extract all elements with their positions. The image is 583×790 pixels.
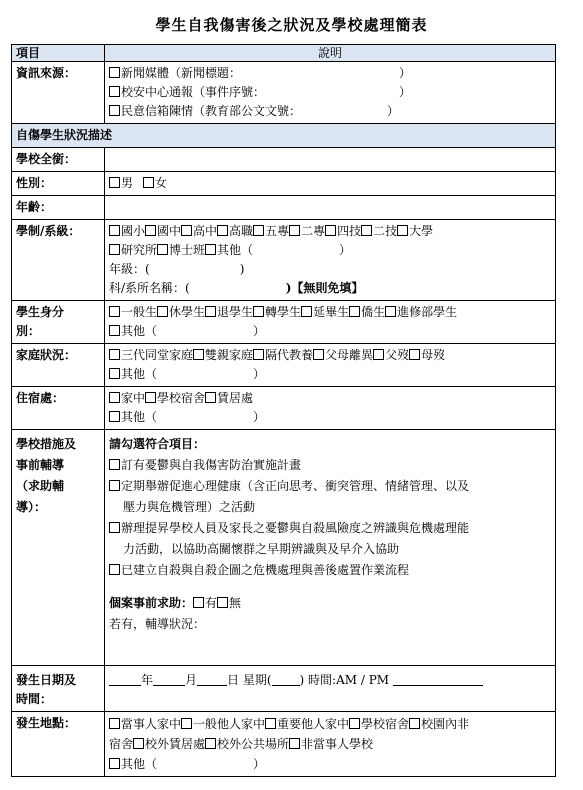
section-title: 自傷學生狀況描述: [12, 124, 556, 148]
measure-4: 已建立自殺與自殺企圖之危機處理與善後處置作業流程: [109, 560, 551, 581]
checkbox[interactable]: [253, 349, 264, 360]
year-blank[interactable]: [109, 673, 141, 686]
location-options: [105, 712, 556, 777]
residence-label: 住宿處：: [12, 387, 105, 430]
school-name-field[interactable]: [105, 148, 556, 172]
location-label: 發生地點：: [12, 712, 105, 777]
residence-row: [12, 387, 556, 430]
checkbox[interactable]: [217, 225, 228, 236]
school-name-row: [12, 148, 556, 172]
source-options: [105, 62, 556, 124]
checkbox[interactable]: [109, 480, 120, 491]
checkbox[interactable]: [109, 225, 120, 236]
checkbox[interactable]: [145, 225, 156, 236]
location-line1: 當事人家中 一般他人家中 重要他人家中 學校宿舍 校園內非: [109, 714, 551, 734]
checkbox[interactable]: [205, 392, 216, 403]
gender-options: 男 女: [105, 172, 556, 196]
family-options: [105, 344, 556, 387]
system-options-line2: 研究所 博士班 其他（ ）: [109, 241, 551, 260]
checkbox[interactable]: [205, 738, 216, 749]
location-line2: 宿舍 校外賃居處 校外公共場所 非當事人學校: [109, 737, 374, 751]
datetime-line: 年 月 日 星期( ) 時間:AM / PM: [109, 671, 551, 690]
checkbox[interactable]: [265, 718, 276, 729]
checkbox[interactable]: [109, 306, 120, 317]
checkbox[interactable]: [289, 738, 300, 749]
checkbox[interactable]: [109, 564, 120, 575]
checkbox[interactable]: [205, 306, 216, 317]
checkbox-no[interactable]: [217, 597, 228, 608]
source-option-media: 新聞媒體（新聞標題： ）: [109, 64, 551, 83]
school-name-label: 學校全銜：: [12, 148, 105, 172]
measure-2-continuation: 壓力與危機管理）之活動: [123, 500, 256, 514]
residence-options: [105, 387, 556, 430]
measure-3: 辦理提昇學校人員及家長之憂鬱與自殺風險度之辨識與危機處理能: [109, 518, 551, 539]
location-other: 其他（ ）: [109, 754, 551, 774]
measures-options: [105, 430, 556, 666]
header-item: 項目: [12, 45, 105, 62]
identity-row: [12, 301, 556, 344]
checkbox[interactable]: [349, 306, 360, 317]
help-seeking: 個案事前求助： 有 無: [109, 596, 242, 610]
checkbox[interactable]: [109, 522, 120, 533]
checkbox[interactable]: [109, 86, 120, 97]
measure-2: 定期舉辦促進心理健康（含正向思考、衝突管理、情緒管理、以及: [109, 476, 551, 497]
section-row: [12, 124, 556, 148]
checkbox-yes[interactable]: [193, 597, 204, 608]
spacer: [109, 581, 551, 593]
datetime-fields: [105, 666, 556, 712]
family-other: 其他（ ）: [109, 365, 551, 384]
form-title: 學生自我傷害後之狀況及學校處理簡表: [155, 16, 428, 34]
measure-3-continuation: 力活動，以協助高關懷群之早期辨識與及早介入協助: [123, 542, 400, 556]
checkbox[interactable]: [193, 349, 204, 360]
checkbox[interactable]: [289, 225, 300, 236]
checkbox[interactable]: [409, 349, 420, 360]
residence-options-line1: 家中 學校宿舍 賃居處: [109, 389, 551, 408]
checkbox[interactable]: [157, 244, 168, 255]
checkbox[interactable]: [109, 244, 120, 255]
checkbox[interactable]: [313, 349, 324, 360]
month-blank[interactable]: [153, 673, 185, 686]
datetime-label: 發生日期及 時間：: [12, 666, 105, 712]
measures-label: 學校措施及 事前輔導 （求助輔 導）：: [12, 430, 105, 666]
system-options-line1: 國小 國中 高中 高職 五專 二專 四技 二技 大學: [109, 222, 551, 241]
identity-options: [105, 301, 556, 344]
checkbox[interactable]: [109, 368, 120, 379]
checkbox[interactable]: [133, 738, 144, 749]
datetime-row: [12, 666, 556, 712]
school-system-label: 學制/系級：: [12, 220, 105, 301]
source-option-campus: 校安中心通報（事件序號： ）: [109, 83, 551, 102]
source-option-petition: 民意信箱陳情（教育部公文文號： ）: [109, 102, 551, 121]
family-row: [12, 344, 556, 387]
source-label: 資訊來源：: [12, 62, 105, 124]
gender-label: 性別：: [12, 172, 105, 196]
family-options-line1: 三代同堂家庭 雙親家庭 隔代教養 父母離異 父歿 母歿: [109, 346, 551, 365]
checkbox[interactable]: [409, 718, 420, 729]
checkbox[interactable]: [109, 411, 120, 422]
checkbox[interactable]: [397, 225, 408, 236]
day-blank[interactable]: [197, 673, 227, 686]
family-label: 家庭狀況：: [12, 344, 105, 387]
school-system-row: [12, 220, 556, 301]
identity-label: 學生身分 別：: [12, 301, 105, 344]
measures-prompt: 請勾選符合項目：: [109, 437, 206, 451]
report-form-table: [11, 44, 556, 777]
location-row: [12, 712, 556, 777]
identity-other: 其他（ ）: [109, 322, 551, 341]
header-description: 說明: [105, 45, 556, 62]
checkbox[interactable]: [109, 758, 120, 769]
age-label: 年齡：: [12, 196, 105, 220]
residence-other: 其他（ ）: [109, 408, 551, 427]
checkbox[interactable]: [145, 392, 156, 403]
age-row: [12, 196, 556, 220]
age-field[interactable]: [105, 196, 556, 220]
checkbox[interactable]: [157, 306, 168, 317]
weekday-blank[interactable]: [272, 673, 300, 686]
header-row: [12, 45, 556, 62]
checkbox[interactable]: [109, 459, 120, 470]
checkbox[interactable]: [109, 718, 120, 729]
checkbox[interactable]: [109, 349, 120, 360]
school-system-options: [105, 220, 556, 301]
checkbox-male[interactable]: [109, 177, 120, 188]
checkbox[interactable]: [181, 718, 192, 729]
checkbox[interactable]: [361, 225, 372, 236]
measures-row: [12, 430, 556, 666]
checkbox[interactable]: [349, 718, 360, 729]
checkbox[interactable]: [325, 225, 336, 236]
checkbox[interactable]: [109, 325, 120, 336]
grade-field[interactable]: 年級：( ): [109, 262, 245, 276]
checkbox[interactable]: [181, 225, 192, 236]
checkbox[interactable]: [205, 244, 216, 255]
checkbox[interactable]: [373, 349, 384, 360]
checkbox[interactable]: [301, 306, 312, 317]
checkbox-female[interactable]: [143, 177, 154, 188]
source-row: [12, 62, 556, 124]
checkbox[interactable]: [109, 392, 120, 403]
gender-row: [12, 172, 556, 196]
identity-options-line1: 一般生 休學生 退學生 轉學生 延畢生 僑生 進修部學生: [109, 303, 551, 322]
checkbox[interactable]: [109, 105, 120, 116]
checkbox[interactable]: [253, 306, 264, 317]
checkbox[interactable]: [253, 225, 264, 236]
time-blank[interactable]: [393, 673, 483, 686]
checkbox[interactable]: [385, 306, 396, 317]
checkbox[interactable]: [109, 67, 120, 78]
measure-1: 訂有憂鬱與自我傷害防治實施計畫: [109, 455, 551, 476]
help-status: 若有，輔導狀況：: [109, 617, 206, 631]
help-status-field[interactable]: [109, 635, 551, 663]
department-field[interactable]: 科/系所名稱：( )【無則免填】: [109, 281, 364, 295]
